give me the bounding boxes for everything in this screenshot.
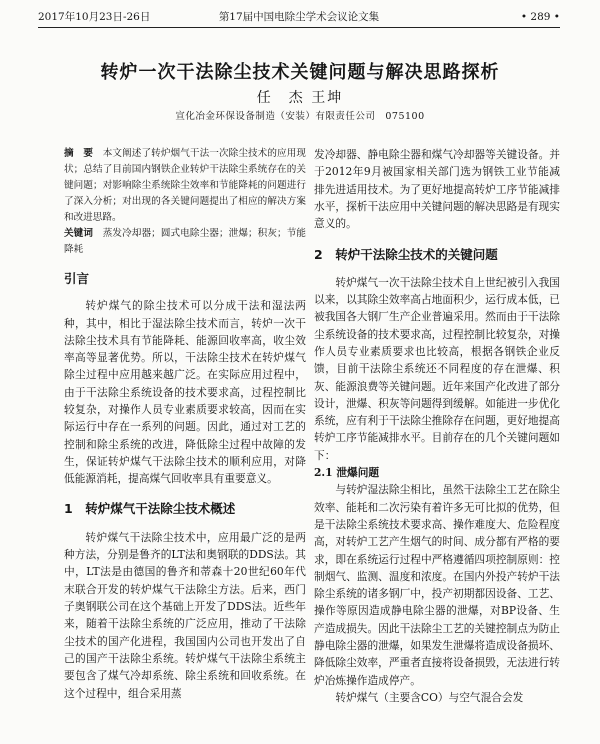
- paper-title: 转炉一次干法除尘技术关键问题与解决思路探析: [100, 62, 500, 83]
- continuation-paragraph: 发冷却器、静电除尘器和煤气冷却器等关键设备。并于2012年9月被国家相关部门选为钢铁工业节能减排先进适用技术。为了更好地提高转炉工序节能减排水平，探析干法应用中关键问题的解决思路是有现实意义的。: [314, 148, 560, 231]
- subsection21-paragraph: 与转炉湿法除尘相比，虽然干法除尘工艺在除尘效率、能耗和二次污染有着许多无可比拟的优势，但是干法除尘系统技术要求高、操作难度大、危险程度高，对转炉工艺产生烟气的时间、成分都有严格的要求，即在系统运行过程中严格遵循四项控制原则：控制烟气、监测、温度和浓度。在国内外投产转炉干法除尘系统的诸多钢厂中，投产初期都因设备、工艺、操作等原因造成静电除尘器的泄爆，对BP设备、生产造成损失。因此干法除尘工艺的关键控制点为防止静电除尘器的泄爆，如果发生泄爆将造成设备损坏、降低除尘效率，严重者直接将设备损毁，无法进行转炉冶炼操作造成停产。: [314, 483, 560, 687]
- running-header: [38, 10, 560, 24]
- right-column: [314, 146, 560, 706]
- section1-heading: 1 转炉煤气干法除尘技术概述: [64, 500, 236, 516]
- abstract-label: 摘 要: [64, 148, 94, 159]
- section2-heading: 2 转炉干法除尘技术的关键问题: [314, 247, 498, 263]
- section2-paragraph: 转炉煤气一次干法除尘技术自上世纪被引入我国以来，以其除尘效率高占地面积少，运行成本低，已被我国各大钢厂生产企业普遍采用。然而由于干法除尘系统设备的技术要求高，过程控制比较复杂，对操作人员专业素质要求也比较高，根据各钢铁企业反馈，目前干法除尘系统还不同程度的存在泄爆、积灰、能源浪费等关键问题。近年来国产化改进了部分设计，泄爆、积灰等问题得到缓解。如能进一步优化系统，应有利于干法除尘推除存在问题，更好地提高转炉工序节能减排水平。目前存在的几个关键问题如下：: [314, 275, 560, 462]
- paper-affiliation: 宣化冶金环保设备制造（安装）有限责任公司 075100: [175, 111, 425, 122]
- header-rule: [38, 27, 560, 28]
- intro-heading: 引言: [64, 271, 90, 286]
- abstract: [64, 146, 306, 226]
- intro-paragraph: 转炉煤气的除尘技术可以分成干法和湿法两种，其中，相比于湿法除尘技术而言，转炉一次干法除尘技术具有节能降耗、能源回收率高，收尘效率高等显著优势。所以，干法除尘技术在转炉煤气除尘过程中应用越来越广泛。在实际应用过程中，由于干法除尘系统设备的技术要求高，过程控制比较复杂，对操作人员专业素质要求较高，因而在实际运行中存在一系列的问题。因此，通过对工艺的控制和除尘系统的改进，降低除尘过程中故障的发生，保证转炉煤气干法除尘技术的顺利应用，对降低能源消耗，提高煤气回收率具有重要意义。: [64, 299, 306, 486]
- header-page-number: • 289 •: [520, 11, 560, 23]
- header-date: 2017年10月23日-26日: [38, 11, 151, 23]
- abstract-text: 本文阐述了转炉烟气干法一次除尘技术的应用现状；总结了目前国内钢铁企业转炉干法除尘系统存在的关键问题；对影响除尘系统除尘效率和节能降耗的问题进行了深入分析；对出现的各关键问题提出了相应的解决方案和改进思路。: [64, 148, 307, 223]
- keywords-label: 关键词: [64, 228, 94, 239]
- keywords-text: 蒸发冷却器；圆式电除尘器；泄爆；积灰；节能降耗: [64, 228, 307, 255]
- paper-author: 任 杰 王坤: [256, 90, 344, 106]
- header-conference: 第17届中国电除尘学术会议论文集: [218, 11, 380, 23]
- subsection21-heading: 2.1 泄爆问题: [314, 466, 380, 480]
- section1-paragraph: 转炉煤气干法除尘技术中，应用最广泛的是两种方法，分别是鲁齐的LT法和奥钢联的DDS法。其中，LT法是由德国的鲁齐和蒂森十20世纪60年代末联合开发的转炉煤气干法除尘方法。后来，西门子奥钢联公司在这个基础上开发了DDS法。近些年来，随着干法除尘系统的广泛应用，推动了干法除尘技术的国产化进程，我国国内公司也开发出了自己的国产干法除尘系统。转炉煤气干法除尘系统主要包含了煤气冷却系统、除尘系统和回收系统。在这个过程中，组合采用蒸: [64, 530, 306, 700]
- keywords: [64, 226, 306, 258]
- tail-paragraph: 转炉煤气（主要含CO）与空气混合会发: [335, 690, 524, 704]
- left-column: [64, 146, 306, 702]
